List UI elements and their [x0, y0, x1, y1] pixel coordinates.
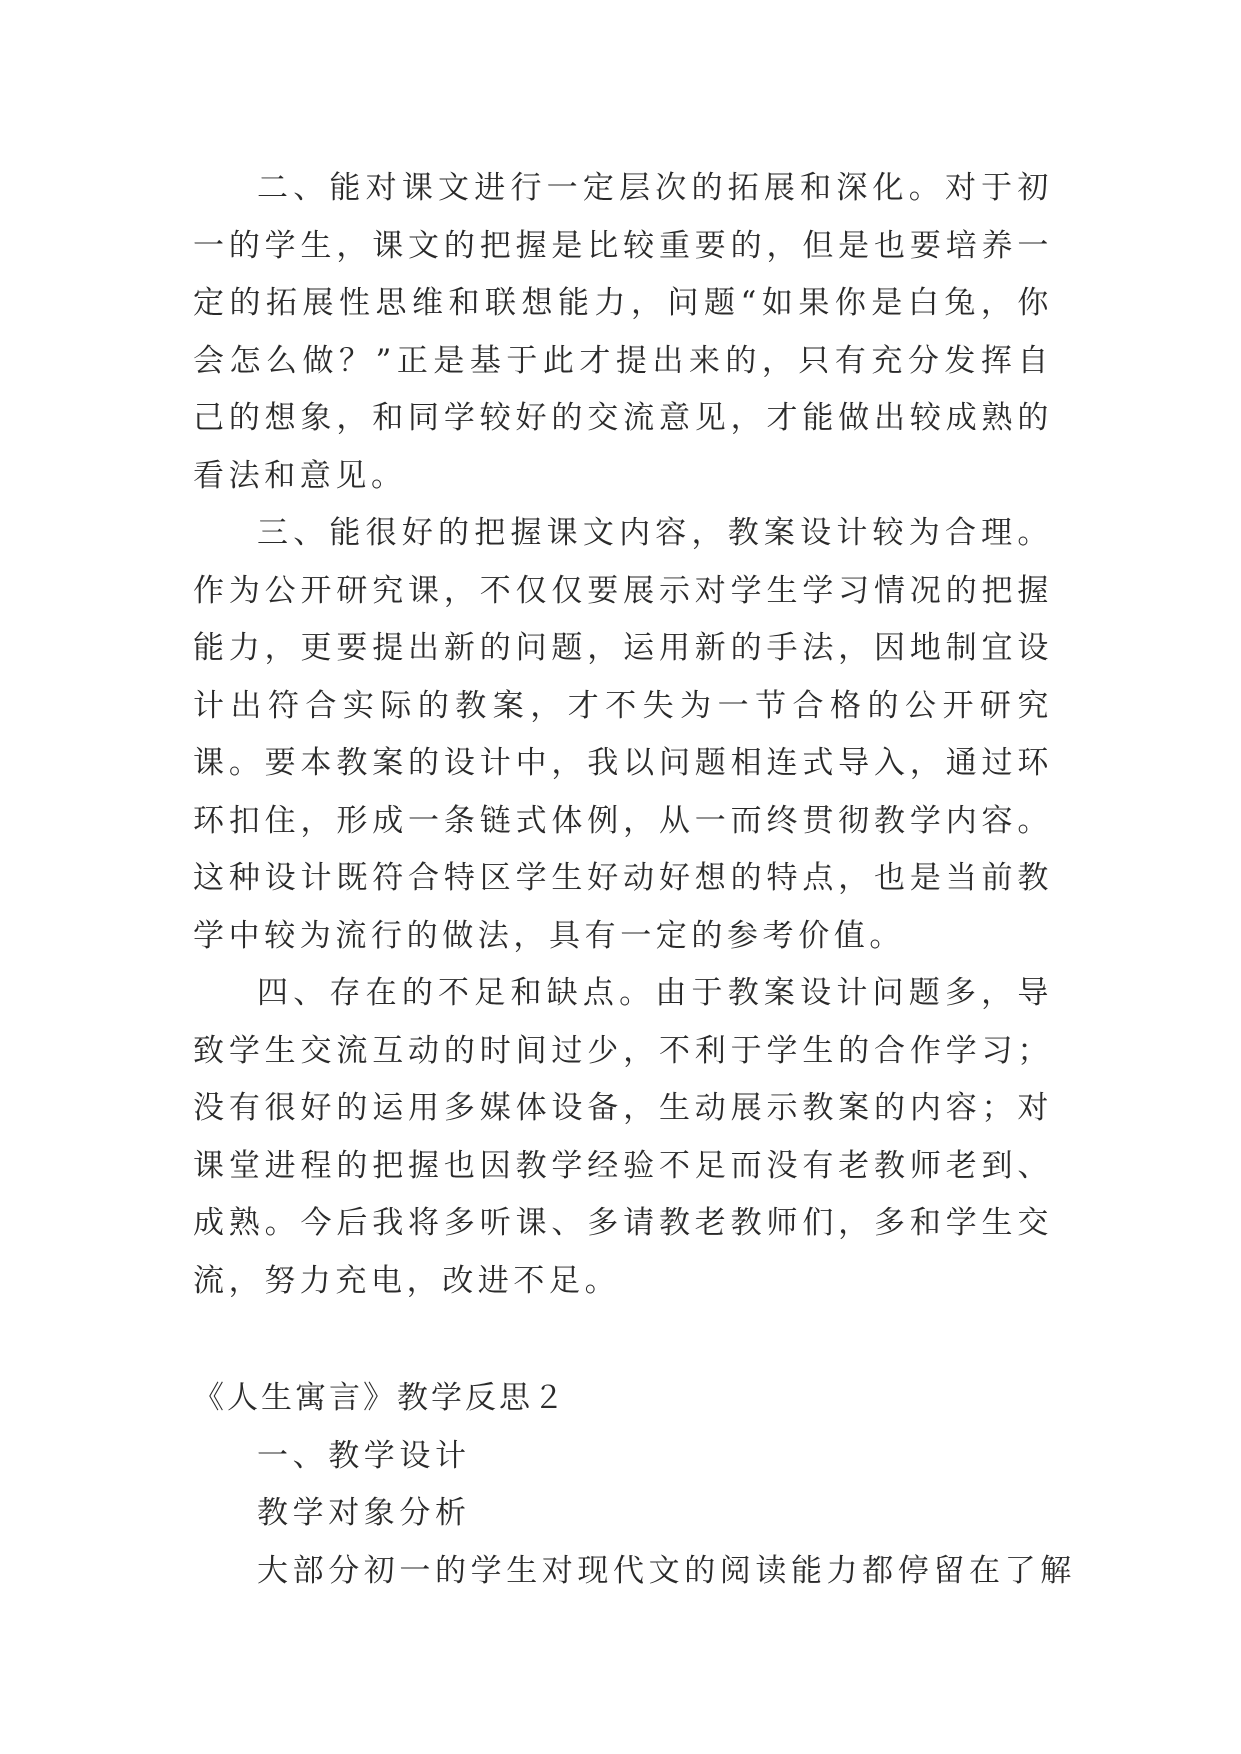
section-title: 《人生寓言》教学反思２ — [193, 1380, 567, 1416]
paragraph-content-grasp: 三、能很好的把握课文内容，教案设计较为合理。作为公开研究课，不仅仅要展示对学生学习情况的把握能力，更要提出新的问题，运用新的手法，因地制宜设计出符合实际的教案，才不失为一节合格的公开研究课。要本教案的设计中，我以问题相连式导入，通过环环扣住，形成一条链式体例，从一而终贯彻教学内容。这种设计既符合特区学生好动好想的特点，也是当前教学中较为流行的做法，具有一定的参考价值。 — [193, 515, 1053, 954]
paragraph-shortcomings: 四、存在的不足和缺点。由于教案设计问题多，导致学生交流互动的时间过少，不利于学生的合作学习；没有很好的运用多媒体设备，生动展示教案的内容；对课堂进程的把握也因教学经验不足而没有老教师老到、成熟。今后我将多听课、多请教老教师们，多和学生交流，努力充电，改进不足。 — [193, 975, 1053, 1299]
paragraph-last-line: 大部分初一的学生对现代文的阅读能力都停留在了解 — [257, 1552, 1076, 1589]
heading-student-analysis: 教学对象分析 — [257, 1495, 471, 1531]
document-page — [193, 160, 1076, 1600]
heading-teaching-design: 一、教学设计 — [257, 1437, 471, 1474]
paragraph-extension: 二、能对课文进行一定层次的拓展和深化。对于初一的学生，课文的把握是比较重要的，但是也要培养一定的拓展性思维和联想能力，问题“如果你是白兔，你会怎么做？”正是基于此才提出来的，只有充分发挥自己的想象，和同学较好的交流意见，才能做出较成熟的看法和意见。 — [193, 170, 1053, 494]
